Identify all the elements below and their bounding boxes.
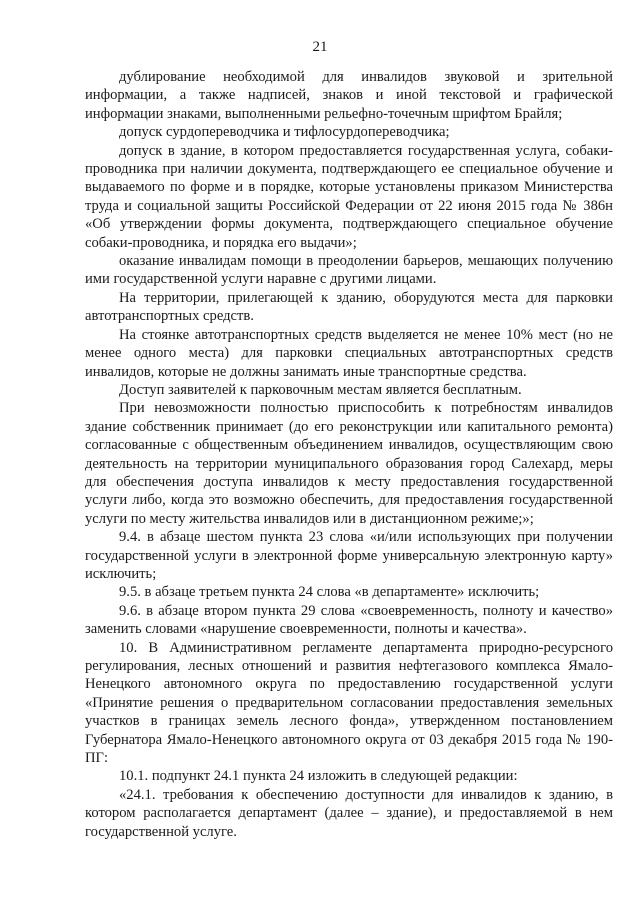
paragraph: 10. В Административном регламенте департамента природно-ресурсного регулирования, лесных отношений и развития нефтегазового комплекса Ямало-Ненецкого автономного округа по предоставлению государственной услуги «Принятие решения о предварительном согласовании предоставления земельных участков в границах земель лесного фонда», утвержденном постановлением Губернатора Ямало-Ненецкого автономного округа от 03 декабря 2015 года № 190-ПГ: <box>85 639 613 767</box>
paragraph: 9.4. в абзаце шестом пункта 23 слова «и/или использующих при получении государственной услуги в электронной форме универсальную электронную карту» исключить; <box>85 529 613 582</box>
paragraph: допуск в здание, в котором предоставляется государственная услуга, собаки-проводника при наличии документа, подтверждающего ее специальное обучение и выдаваемого по форме и в порядке, которые установлены приказом Министерства труда и социальной защиты Российской Федерации от 22 июня 2015 года № 386н «Об утверждении формы документа, подтверждающего специальное обучение собаки-проводника, и порядка его выдачи»; <box>85 142 613 251</box>
paragraph: «24.1. требования к обеспечению доступности для инвалидов к зданию, в котором располагается департамент (далее – здание), и предоставляемой в нем государственной услуге. <box>85 786 613 840</box>
paragraph: оказание инвалидам помощи в преодолении барьеров, мешающих получению ими государственной услуги наравне с другими лицами. <box>85 253 613 288</box>
paragraph: 9.5. в абзаце третьем пункта 24 слова «в департаменте» исключить; <box>119 584 540 601</box>
paragraph: При невозможности полностью приспособить к потребностям инвалидов здание собственник принимает (до его реконструкции или капитального ремонта) согласованные с общественным объединением инвалидов, осуществляющим свою деятельность на территории муниципального образования город Салехард, меры для обеспечения доступа инвалидов к месту предоставления государственной услуги либо, когда это возможно обеспечить, для предоставления государственной услуги по месту жительства инвалидов или в дистанционном режиме;»; <box>85 400 613 527</box>
paragraph: Доступ заявителей к парковочным местам является бесплатным. <box>119 381 522 398</box>
paragraph: 9.6. в абзаце втором пункта 29 слова «своевременность, полноту и качество» заменить словами «нарушение своевременности, полноты и качества». <box>85 602 613 638</box>
paragraph: допуск сурдопереводчика и тифлосурдопереводчика; <box>119 124 450 141</box>
paragraph: 10.1. подпункт 24.1 пункта 24 изложить в следующей редакции: <box>119 768 518 785</box>
document-body <box>85 68 613 841</box>
paragraph: На территории, прилегающей к зданию, оборудуются места для парковки автотранспортных средств. <box>85 289 613 325</box>
paragraph: На стоянке автотранспортных средств выделяется не менее 10% мест (но не менее одного места) для парковки специальных автотранспортных средств инвалидов, которые не должны занимать иные транспортные средства. <box>85 326 613 380</box>
paragraph: дублирование необходимой для инвалидов звуковой и зрительной информации, а также надписей, знаков и иной текстовой и графической информации знаками, выполненными рельефно-точечным шрифтом Брайля; <box>85 69 613 122</box>
page-number: 21 <box>312 39 328 55</box>
